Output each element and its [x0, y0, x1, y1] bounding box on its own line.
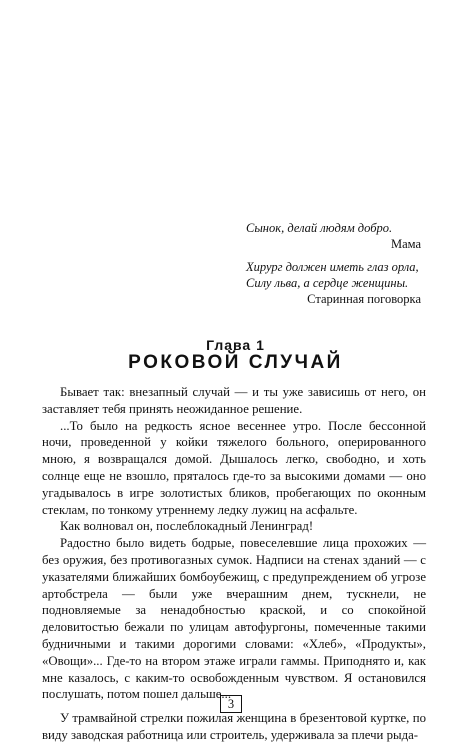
paragraph-1: Бывает так: внезапный случай — и ты уже зависишь от него, он заставляет тебя принять неожиданное решение.: [42, 385, 426, 416]
chapter-number: Глава 1: [206, 337, 265, 353]
epigraph-2-line-2: Силу льва, а сердце женщины.: [246, 276, 409, 290]
chapter-title: РОКОВОЙ СЛУЧАЙ: [128, 352, 343, 373]
epigraph-1-line-1: Сынок, делай людям добро.: [246, 221, 393, 235]
paragraph-3: Как волновал он, послеблокадный Ленинград!: [60, 519, 314, 534]
paragraph-4: Радостно было видеть бодрые, повеселевшие лица прохожих — без оружия, без противогазных сумок. Надписи на стенах зданий — с указателями ближайших бомбоубежищ, с предупреждением об угрозе артобстрела — были уже вчерашним днем, тускнели, не подновляемые за ненадобностью краской, и со спокойной деловитостью бежали по улицам автофургоны, помеченные такими будничными и такими дорогими словами: «Хлеб», «Продукты», «Овощи»... Где-то на втором этаже играли гаммы. Приподнято и, как мне казалось, с каким-то освобожденным чувством. Я остановился послушать, потом пошел дальше...: [42, 536, 426, 702]
epigraph-2: [246, 259, 421, 307]
page-number: 3: [220, 695, 242, 713]
epigraph-1: [246, 220, 421, 252]
paragraph-2: ...То было на редкость ясное весеннее утро. После бессонной ночи, проведенной у койки тяжелого больного, оперированного мною, я возвращался домой. Дышалось легко, свободно, и хоть солнце еще не взошло, пряталось где-то за высокими домами — оно угадывалось в игре золотистых бликов, пробегающих по оконным стеклам, по тонкому утреннему ледку лужиц на асфальте.: [42, 418, 426, 517]
chapter-body: [42, 384, 426, 744]
paragraph-5: У трамвайной стрелки пожилая женщина в брезентовой куртке, по виду заводская работница или строитель, удерживала за плечи рыда-: [42, 711, 426, 742]
epigraph-1-attribution: Мама: [390, 237, 421, 251]
epigraph-2-line-1: Хирург должен иметь глаз орла,: [246, 260, 419, 274]
epigraph-2-attribution: Старинная поговорка: [307, 292, 421, 306]
